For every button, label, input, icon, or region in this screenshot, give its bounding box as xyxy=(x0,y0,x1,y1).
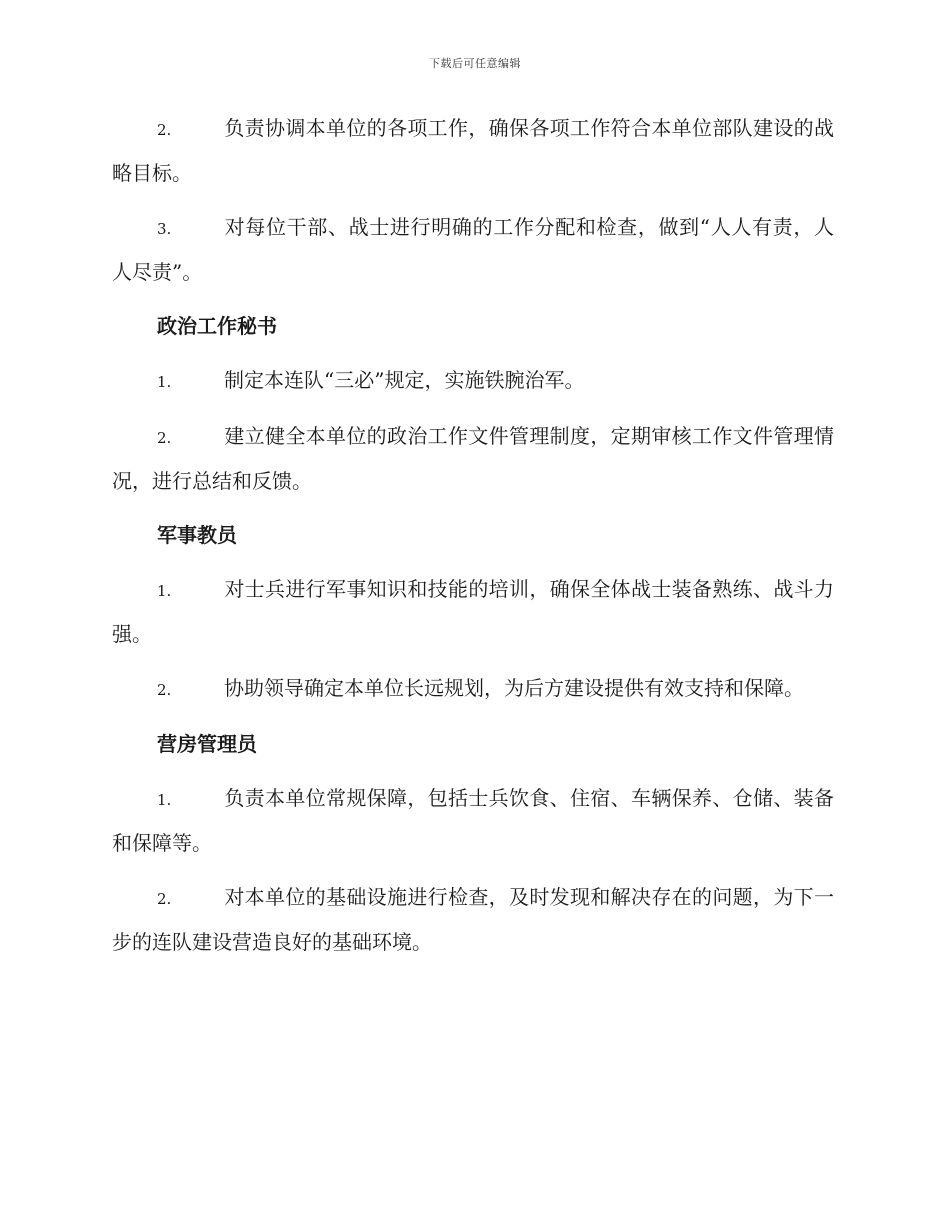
item-text: 负责协调本单位的各项工作，确保各项工作符合本单位部队建设的战略目标。 xyxy=(112,116,834,185)
list-item xyxy=(112,777,834,865)
item-number: 2. xyxy=(157,890,172,908)
header-note: 下载后可任意编辑 xyxy=(429,57,521,70)
item-number: 2. xyxy=(157,121,172,139)
list-item xyxy=(112,107,834,195)
item-number: 2. xyxy=(157,681,172,699)
item-text: 对士兵进行军事知识和技能的培训，确保全体战士装备熟练、战斗力强。 xyxy=(112,577,834,646)
list-item xyxy=(112,359,834,404)
item-number: 1. xyxy=(157,373,172,391)
list-item xyxy=(112,568,834,656)
document-body xyxy=(112,107,834,975)
item-number: 3. xyxy=(157,220,172,238)
item-text: 负责本单位常规保障，包括士兵饮食、住宿、车辆保养、仓储、装备和保障等。 xyxy=(112,786,834,855)
item-number: 1. xyxy=(157,582,172,600)
section-title-military-instructor: 军事教员 xyxy=(157,523,237,547)
list-item xyxy=(112,876,834,964)
section-title-barracks-manager: 营房管理员 xyxy=(157,732,257,756)
item-text: 对每位干部、战士进行明确的工作分配和检查，做到“人人有责，人人尽责”。 xyxy=(112,215,834,284)
item-number: 2. xyxy=(157,429,172,447)
item-number: 1. xyxy=(157,791,172,809)
list-item xyxy=(112,206,834,294)
list-item xyxy=(112,667,834,712)
item-text: 对本单位的基础设施进行检查，及时发现和解决存在的问题，为下一步的连队建设营造良好的基础环境。 xyxy=(112,885,834,954)
list-item xyxy=(112,415,834,503)
section-title-political-secretary: 政治工作秘书 xyxy=(157,314,277,338)
item-text: 建立健全本单位的政治工作文件管理制度，定期审核工作文件管理情况，进行总结和反馈。 xyxy=(112,424,834,493)
item-text: 制定本连队“三必”规定，实施铁腕治军。 xyxy=(224,368,585,392)
item-text: 协助领导确定本单位长远规划，为后方建设提供有效支持和保障。 xyxy=(224,676,804,700)
